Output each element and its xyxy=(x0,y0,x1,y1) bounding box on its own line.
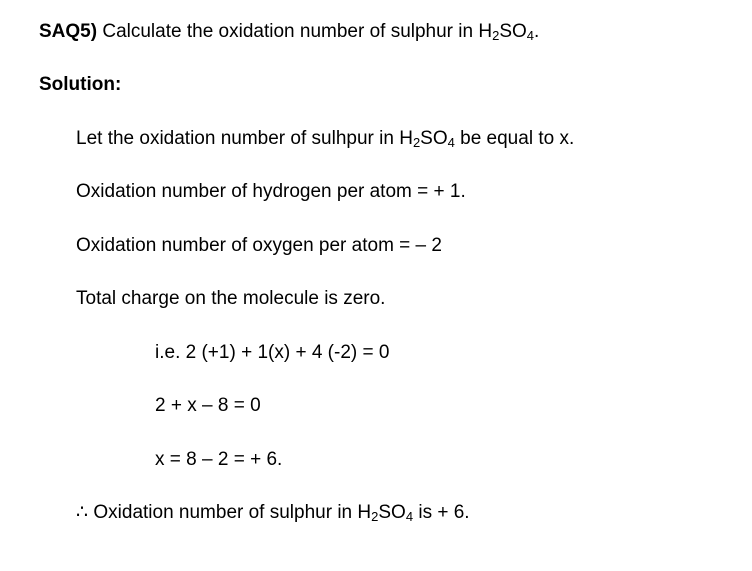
conclusion-subscript-4: 4 xyxy=(405,509,414,524)
step-1-subscript-2: 2 xyxy=(412,135,421,150)
question-subscript-4: 4 xyxy=(526,28,535,43)
equation-2: 2 + x – 8 = 0 xyxy=(155,395,261,416)
conclusion-line xyxy=(76,502,470,524)
step-3: Oxidation number of oxygen per atom = – 2 xyxy=(76,235,442,256)
question-subscript-2: 2 xyxy=(492,28,500,43)
equation-3: x = 8 – 2 = + 6. xyxy=(155,449,283,470)
conclusion-subscript-2: 2 xyxy=(371,509,379,524)
step-1-formula: SO xyxy=(420,128,448,149)
step-1 xyxy=(76,128,574,150)
step-1-end: be equal to x. xyxy=(454,128,575,149)
equation-1: i.e. 2 (+1) + 1(x) + 4 (-2) = 0 xyxy=(155,342,390,363)
step-1-text: Let the oxidation number of sulhpur in H xyxy=(76,128,413,149)
question-line xyxy=(39,21,539,43)
question-text: Calculate the oxidation number of sulphur in H xyxy=(97,21,493,42)
step-2: Oxidation number of hydrogen per atom = + 1. xyxy=(76,181,466,202)
question-end: . xyxy=(534,21,540,42)
step-1-subscript-4: 4 xyxy=(447,135,455,150)
solution-heading: Solution: xyxy=(39,74,122,95)
question-label: SAQ5) xyxy=(39,21,98,42)
question-formula: SO xyxy=(499,21,527,42)
conclusion-formula: SO xyxy=(378,502,406,523)
therefore-symbol: ∴ xyxy=(76,502,89,523)
conclusion-text: Oxidation number of sulphur in H xyxy=(88,502,372,523)
conclusion-end: is + 6. xyxy=(413,502,470,523)
step-4: Total charge on the molecule is zero. xyxy=(76,288,386,309)
